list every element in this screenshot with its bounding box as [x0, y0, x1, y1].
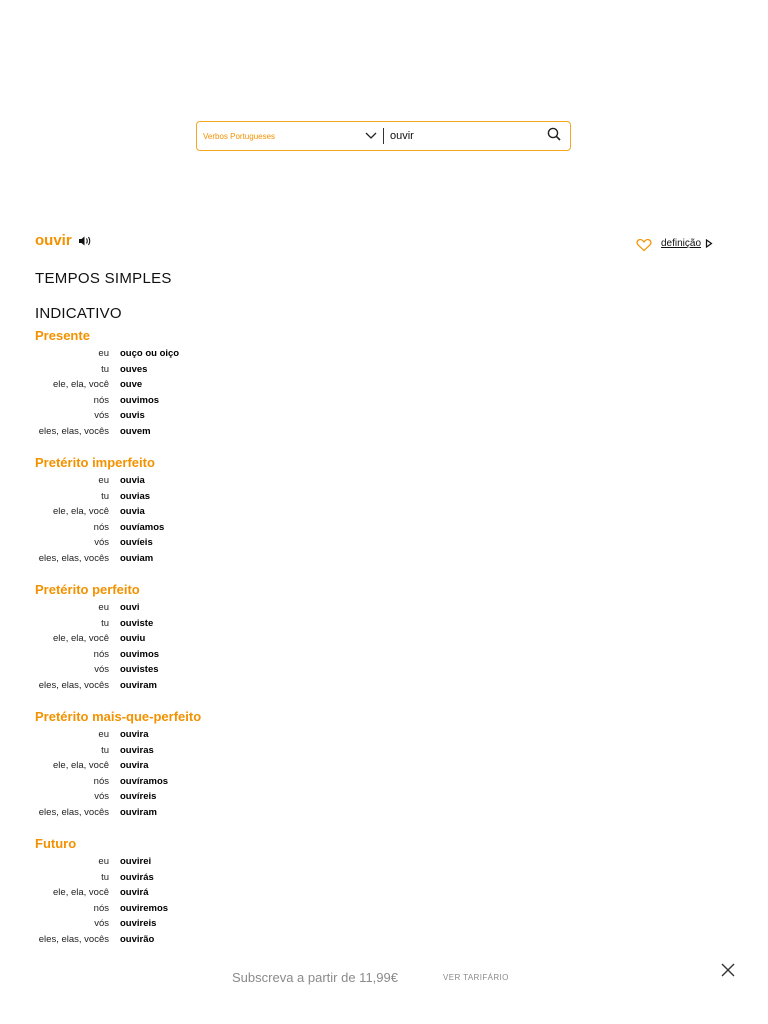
- pronoun: eles, elas, vocês: [38, 933, 109, 945]
- verb-form: ouvíreis: [120, 791, 157, 802]
- conjugation-row: [35, 600, 435, 616]
- verb-form: ouvira: [120, 729, 149, 740]
- pronoun: vós: [94, 664, 109, 675]
- pronoun: tu: [101, 871, 109, 883]
- pronoun: tu: [101, 363, 109, 375]
- conjugation-row: [35, 678, 435, 694]
- pronoun: vós: [94, 918, 109, 929]
- heart-icon[interactable]: [636, 238, 652, 252]
- word-heading: [35, 232, 92, 249]
- conjugation-row: [35, 758, 435, 774]
- verb-form: ouvis: [120, 410, 145, 421]
- conjugation-row: [35, 870, 435, 886]
- pronoun: vós: [94, 791, 109, 802]
- conjugation-row: [35, 504, 435, 520]
- verb-form: ouvistes: [120, 664, 159, 675]
- pronoun: tu: [101, 617, 109, 629]
- verb-form: ouvi: [120, 602, 140, 613]
- pronoun: eu: [98, 602, 109, 613]
- tense-block: [35, 580, 435, 693]
- verb-form: ouvíamos: [120, 521, 165, 533]
- verb-form: ouve: [120, 379, 143, 390]
- conjugation-row: [35, 789, 435, 805]
- pronoun: nós: [93, 648, 109, 660]
- conjugation-row: [35, 473, 435, 489]
- conjugation-row: [35, 362, 435, 378]
- word-title: ouvir: [35, 232, 72, 249]
- pronoun: nós: [93, 521, 109, 533]
- verb-form: ouviam: [120, 552, 154, 564]
- verb-form: ouvia: [120, 475, 145, 486]
- pronoun: ele, ela, você: [53, 506, 109, 517]
- pronoun: ele, ela, você: [53, 633, 109, 644]
- conjugation-row: [35, 551, 435, 567]
- verb-form: ouviu: [120, 633, 146, 644]
- verb-form: ouvem: [120, 425, 151, 437]
- conjugation-row: [35, 377, 435, 393]
- pronoun: ele, ela, você: [53, 379, 109, 390]
- conjugation-row: [35, 346, 435, 362]
- tense-block: [35, 453, 435, 566]
- pronoun: vós: [94, 410, 109, 421]
- verb-form: ouvíramos: [120, 775, 169, 787]
- verb-form: ouvirá: [120, 887, 149, 898]
- conjugation-row: [35, 916, 435, 932]
- conjugation-row: [35, 932, 435, 948]
- pronoun: nós: [93, 775, 109, 787]
- definition-link[interactable]: [661, 238, 713, 249]
- conjugation-row: [35, 424, 435, 440]
- tense-block: [35, 707, 435, 820]
- verb-form: ouvirão: [120, 933, 155, 945]
- dictionary-select[interactable]: [197, 128, 384, 144]
- conjugation-row: [35, 662, 435, 678]
- verb-form: ouvireis: [120, 918, 157, 929]
- conjugation-row: [35, 805, 435, 821]
- tense-name: Presente: [35, 328, 90, 343]
- pronoun: nós: [93, 394, 109, 406]
- conjugation-row: [35, 393, 435, 409]
- conjugation-row: [35, 616, 435, 632]
- conjugation-row: [35, 647, 435, 663]
- pronoun: eles, elas, vocês: [38, 552, 109, 564]
- search-icon: [547, 127, 561, 146]
- verb-form: ouço ou oiço: [120, 348, 180, 359]
- pricing-link[interactable]: VER TARIFÁRIO: [443, 973, 509, 982]
- definition-link-label: definição: [661, 238, 702, 249]
- subscription-banner: [0, 964, 768, 992]
- section-title: TEMPOS SIMPLES: [35, 270, 172, 287]
- verb-form: ouvia: [120, 506, 145, 517]
- subscription-text: Subscreva a partir de 11,99€: [232, 970, 398, 985]
- search-input[interactable]: [384, 126, 542, 146]
- verb-form: ouviras: [120, 744, 154, 756]
- verb-form: ouviremos: [120, 902, 169, 914]
- conjugation-row: [35, 885, 435, 901]
- pronoun: ele, ela, você: [53, 887, 109, 898]
- pronoun: eu: [98, 348, 109, 359]
- conjugation-row: [35, 727, 435, 743]
- verb-form: ouvira: [120, 760, 149, 771]
- verb-form: ouvias: [120, 490, 151, 502]
- tense-block: [35, 834, 435, 947]
- conjugation-row: [35, 743, 435, 759]
- pronoun: eles, elas, vocês: [38, 425, 109, 437]
- pronoun: tu: [101, 744, 109, 756]
- verb-form: ouvimos: [120, 394, 160, 406]
- conjugation-row: [35, 631, 435, 647]
- chevron-down-icon: [365, 127, 377, 145]
- search-bar: [196, 121, 571, 151]
- pronoun: ele, ela, você: [53, 760, 109, 771]
- verb-form: ouves: [120, 363, 148, 375]
- conjugation-row: [35, 408, 435, 424]
- conjugation-row: [35, 854, 435, 870]
- pronoun: tu: [101, 490, 109, 502]
- search-button[interactable]: [542, 124, 566, 148]
- verb-form: ouvimos: [120, 648, 160, 660]
- conjugation-row: [35, 901, 435, 917]
- pronoun: eu: [98, 856, 109, 867]
- conjugation-row: [35, 489, 435, 505]
- arrow-right-icon: [705, 239, 713, 248]
- tense-name: Pretérito perfeito: [35, 582, 140, 597]
- tense-name: Pretérito imperfeito: [35, 455, 155, 470]
- pronoun: eles, elas, vocês: [38, 806, 109, 818]
- tense-block: [35, 326, 435, 439]
- pronoun: vós: [94, 537, 109, 548]
- speaker-icon[interactable]: [78, 234, 92, 248]
- tense-name: Pretérito mais-que-perfeito: [35, 709, 202, 724]
- verb-form: ouvirás: [120, 871, 154, 883]
- tense-name: Futuro: [35, 836, 77, 851]
- mood-title: INDICATIVO: [35, 305, 122, 322]
- close-icon[interactable]: [720, 962, 736, 978]
- verb-form: ouvirei: [120, 856, 152, 867]
- conjugation-row: [35, 520, 435, 536]
- verb-form: ouviram: [120, 806, 157, 818]
- pronoun: eu: [98, 729, 109, 740]
- dictionary-select-label: Verbos Portugueses: [203, 131, 276, 141]
- pronoun: eu: [98, 475, 109, 486]
- verb-form: ouviste: [120, 617, 154, 629]
- pronoun: nós: [93, 902, 109, 914]
- pronoun: eles, elas, vocês: [38, 679, 109, 691]
- verb-form: ouvíeis: [120, 537, 153, 548]
- conjugation-row: [35, 535, 435, 551]
- conjugation-row: [35, 774, 435, 790]
- verb-form: ouviram: [120, 679, 157, 691]
